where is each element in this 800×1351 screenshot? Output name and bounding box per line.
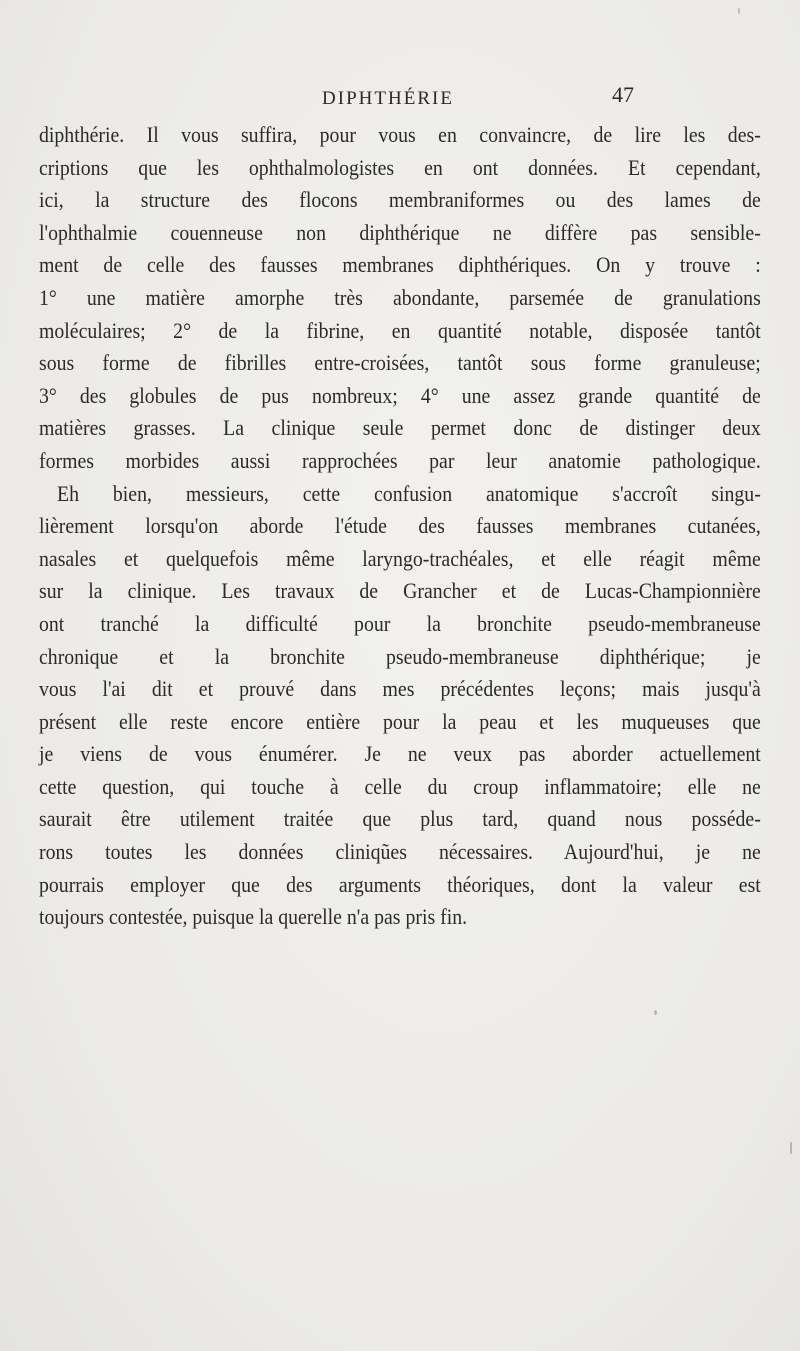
text-line: nasales et quelquefois même laryngo-trachéales, et elle réagit même	[39, 545, 761, 571]
text-line: moléculaires; 2° de la fibrine, en quantité notable, disposée tantôt	[39, 317, 761, 343]
text-line: sur la clinique. Les travaux de Grancher et de Lucas-Championnière	[39, 578, 761, 604]
text-line: saurait être utilement traitée que plus tard, quand nous posséde-	[39, 806, 761, 832]
page-number: 47	[612, 82, 634, 107]
text-line: ment de celle des fausses membranes diphthériques. On y trouve :	[39, 252, 761, 278]
text-line: chronique et la bronchite pseudo-membraneuse diphthérique; je	[39, 643, 761, 669]
text-line: Eh bien, messieurs, cette confusion anatomique s'accroît singu-	[57, 480, 761, 506]
text-line: criptions que les ophthalmologistes en ont données. Et cependant,	[39, 154, 761, 180]
text-line: rons toutes les données cliniqũes nécessaires. Aujourd'hui, je ne	[39, 839, 761, 865]
running-title: DIPHTHÉRIE	[322, 88, 454, 109]
text-line: cette question, qui touche à celle du croup inflammatoire; elle ne	[39, 773, 761, 799]
text-line: pourrais employer que des arguments théoriques, dont la valeur est	[39, 871, 761, 897]
text-line: formes morbides aussi rapprochées par leur anatomie pathologique.	[39, 447, 761, 473]
text-line: lièrement lorsqu'on aborde l'étude des fausses membranes cutanées,	[39, 513, 761, 539]
text-line: diphthérie. Il vous suffira, pour vous en convaincre, de lire les des-	[39, 122, 761, 147]
text-line: ici, la structure des flocons membraniformes ou des lames de	[39, 187, 761, 213]
paper-speck	[654, 1010, 657, 1015]
text-line: ont tranché la difficulté pour la bronchite pseudo-membraneuse	[39, 610, 761, 636]
text-line: 3° des globules de pus nombreux; 4° une assez grande quantité de	[39, 382, 761, 408]
text-line: l'ophthalmie couenneuse non diphthérique ne diffère pas sensible-	[39, 219, 761, 245]
text-line: vous l'ai dit et prouvé dans mes précédentes leçons; mais jusqu'à	[39, 676, 761, 702]
text-line: présent elle reste encore entière pour la peau et les muqueuses que	[39, 708, 761, 734]
paper-speck	[790, 1142, 792, 1154]
body-text	[39, 119, 761, 934]
text-line: toujours contestée, puisque la querelle n'a pas pris fin.	[39, 904, 468, 930]
text-line: sous forme de fibrilles entre-croisées, tantôt sous forme granuleuse;	[39, 350, 761, 376]
text-line: 1° une matière amorphe très abondante, parsemée de granulations	[39, 284, 761, 310]
text-line: je viens de vous énumérer. Je ne veux pas aborder actuellement	[39, 741, 761, 767]
running-head	[0, 82, 800, 118]
paper-speck	[738, 8, 740, 14]
text-line: matières grasses. La clinique seule permet donc de distinger deux	[39, 415, 761, 441]
